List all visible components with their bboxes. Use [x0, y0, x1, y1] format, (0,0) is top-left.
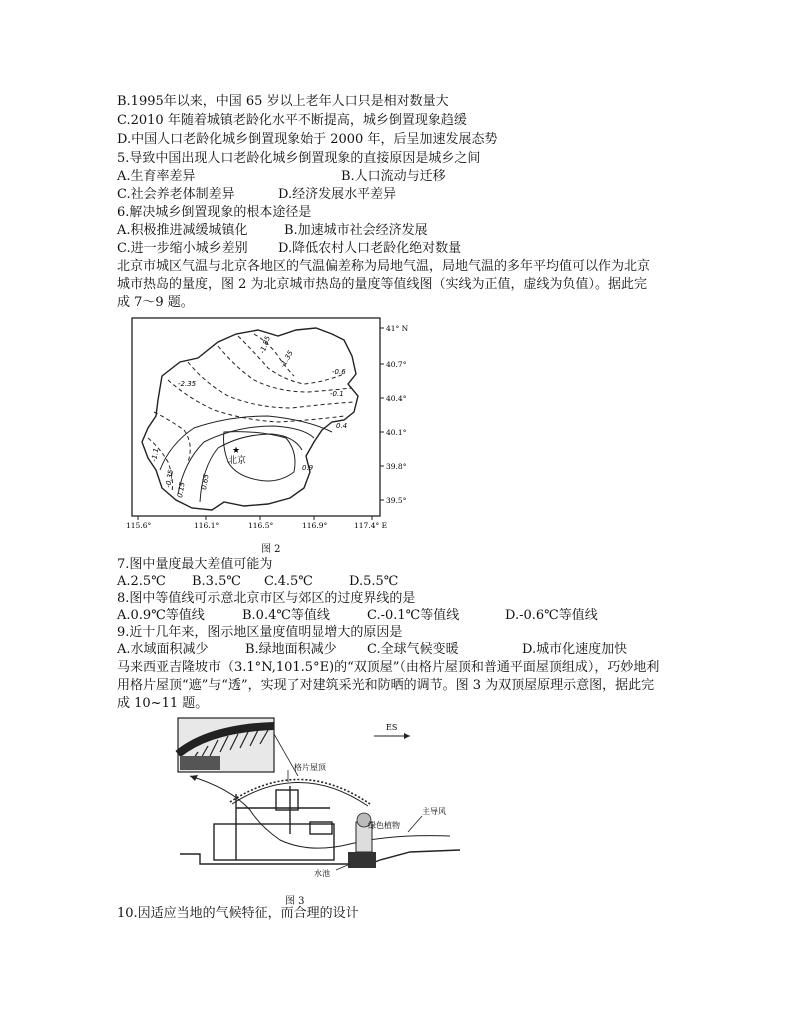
lat-label: 40.1°: [386, 428, 407, 437]
beijing-star-icon: ★: [232, 446, 241, 456]
contour-label: -1.1: [150, 447, 161, 463]
passage-line-1: 北京市城区气温与北京各地区的气温偏差称为局地气温，局地气温的多年平均值可以作为北京: [117, 259, 651, 274]
passage-line-4: 马来西亚吉隆坡市（3.1°N,101.5°E)的“双顶屋”（由格片屋顶和普通平面屋顶组成），巧妙地利: [117, 660, 660, 675]
passage-line-2: 城市热岛的量度，图 2 为北京城市热岛的量度等值线图（实线为正值，虚线为负值）。据此完: [117, 277, 648, 292]
q5-option-a: A.生育率差异: [117, 169, 196, 184]
q6-option-c: C.进一步缩小城乡差别: [117, 241, 248, 256]
lat-label: 40.4°: [386, 394, 407, 403]
lat-label: 41° N: [386, 324, 409, 333]
contour-label: 0.4: [336, 422, 348, 430]
contour-label: 0.15: [176, 481, 187, 499]
q5-option-b: B.人口流动与迁移: [341, 169, 446, 184]
contour-label: -1.35: [278, 349, 295, 369]
contour-label: -1.85: [258, 334, 273, 355]
contour-label: -0.35: [164, 469, 176, 489]
lon-label: 115.6°: [126, 521, 152, 530]
green-plants-label: 绿色植物: [368, 821, 400, 830]
question-7: 7.图中量度最大差值可能为: [117, 557, 273, 572]
city-label: 北京: [228, 456, 247, 466]
figure-2-caption: 图 2: [261, 544, 281, 555]
question-6: 6.解决城乡倒置现象的根本途径是: [117, 205, 312, 220]
lat-label: 40.7°: [386, 360, 407, 369]
q7-option-a: A.2.5℃: [117, 574, 166, 589]
q9-option-d: D.城市化速度加快: [522, 642, 628, 657]
q7-option-b: B.3.5℃: [192, 574, 241, 589]
figure-3-caption: 图 3: [285, 896, 305, 907]
es-label: ES: [386, 723, 398, 732]
option-line-d: D.中国人口老龄化城乡倒置现象始于 2000 年，后呈加速发展态势: [117, 132, 498, 147]
q9-option-c: C.全球气候变暖: [367, 642, 459, 657]
q8-option-c: C.-0.1℃等值线: [367, 608, 460, 623]
figure-3-double-roof-diagram: [170, 714, 470, 884]
contour-label: -0.1: [330, 390, 344, 398]
main-wind-label: 主导风: [422, 807, 446, 816]
q7-option-c: C.4.5℃: [264, 574, 313, 589]
q6-option-d: D.降低农村人口老龄化绝对数量: [278, 241, 462, 256]
lat-label: 39.5°: [386, 496, 407, 505]
lon-label: 117.4° E: [354, 521, 388, 530]
q6-option-a: A.积极推进减缓城镇化: [117, 223, 248, 238]
question-10: 10.因适应当地的气候特征，而合理的设计: [117, 906, 359, 921]
q9-option-a: A.水域面积减少: [117, 642, 209, 657]
contour-label: -0.6: [332, 368, 346, 376]
contour-label: -2.35: [178, 380, 197, 388]
lon-label: 116.5°: [248, 521, 274, 530]
passage-line-6: 成 10~11 题。: [117, 696, 209, 711]
lon-label: 116.9°: [302, 521, 328, 530]
q8-option-d: D.-0.6℃等值线: [505, 608, 598, 623]
q7-option-d: D.5.5℃: [349, 574, 399, 589]
louver-roof-label: 格片屋顶: [294, 763, 326, 772]
passage-line-3: 成 7～9 题。: [117, 295, 194, 310]
q5-option-c: C.社会养老体制差异: [117, 187, 235, 202]
figure-2-contour-map: [118, 312, 418, 554]
option-line-c: C.2010 年随着城镇老龄化水平不断提高，城乡倒置现象趋缓: [117, 113, 467, 128]
option-line-b: B.1995年以来，中国 65 岁以上老年人口只是相对数量大: [117, 94, 449, 109]
question-8: 8.图中等值线可示意北京市区与郊区的过度界线的是: [117, 591, 416, 606]
contour-label: 0.9: [302, 464, 314, 472]
q9-option-b: B.绿地面积减少: [245, 642, 337, 657]
contour-label: 0.65: [200, 473, 211, 491]
q6-option-b: B.加速城市社会经济发展: [284, 223, 428, 238]
question-5: 5.导致中国出现人口老龄化城乡倒置现象的直接原因是城乡之间: [117, 151, 481, 166]
q5-option-d: D.经济发展水平差异: [278, 187, 397, 202]
pool-label: 水池: [314, 869, 330, 878]
lon-label: 116.1°: [194, 521, 220, 530]
lat-label: 39.8°: [386, 462, 407, 471]
passage-line-5: 用格片屋顶“遮”与“透”，实现了对建筑采光和防晒的调节。图 3 为双顶屋原理示意图，据此完: [117, 678, 655, 693]
question-9: 9.近十几年来，图示地区量度值明显增大的原因是: [117, 625, 403, 640]
q8-option-b: B.0.4℃等值线: [242, 608, 330, 623]
q8-option-a: A.0.9℃等值线: [117, 608, 205, 623]
